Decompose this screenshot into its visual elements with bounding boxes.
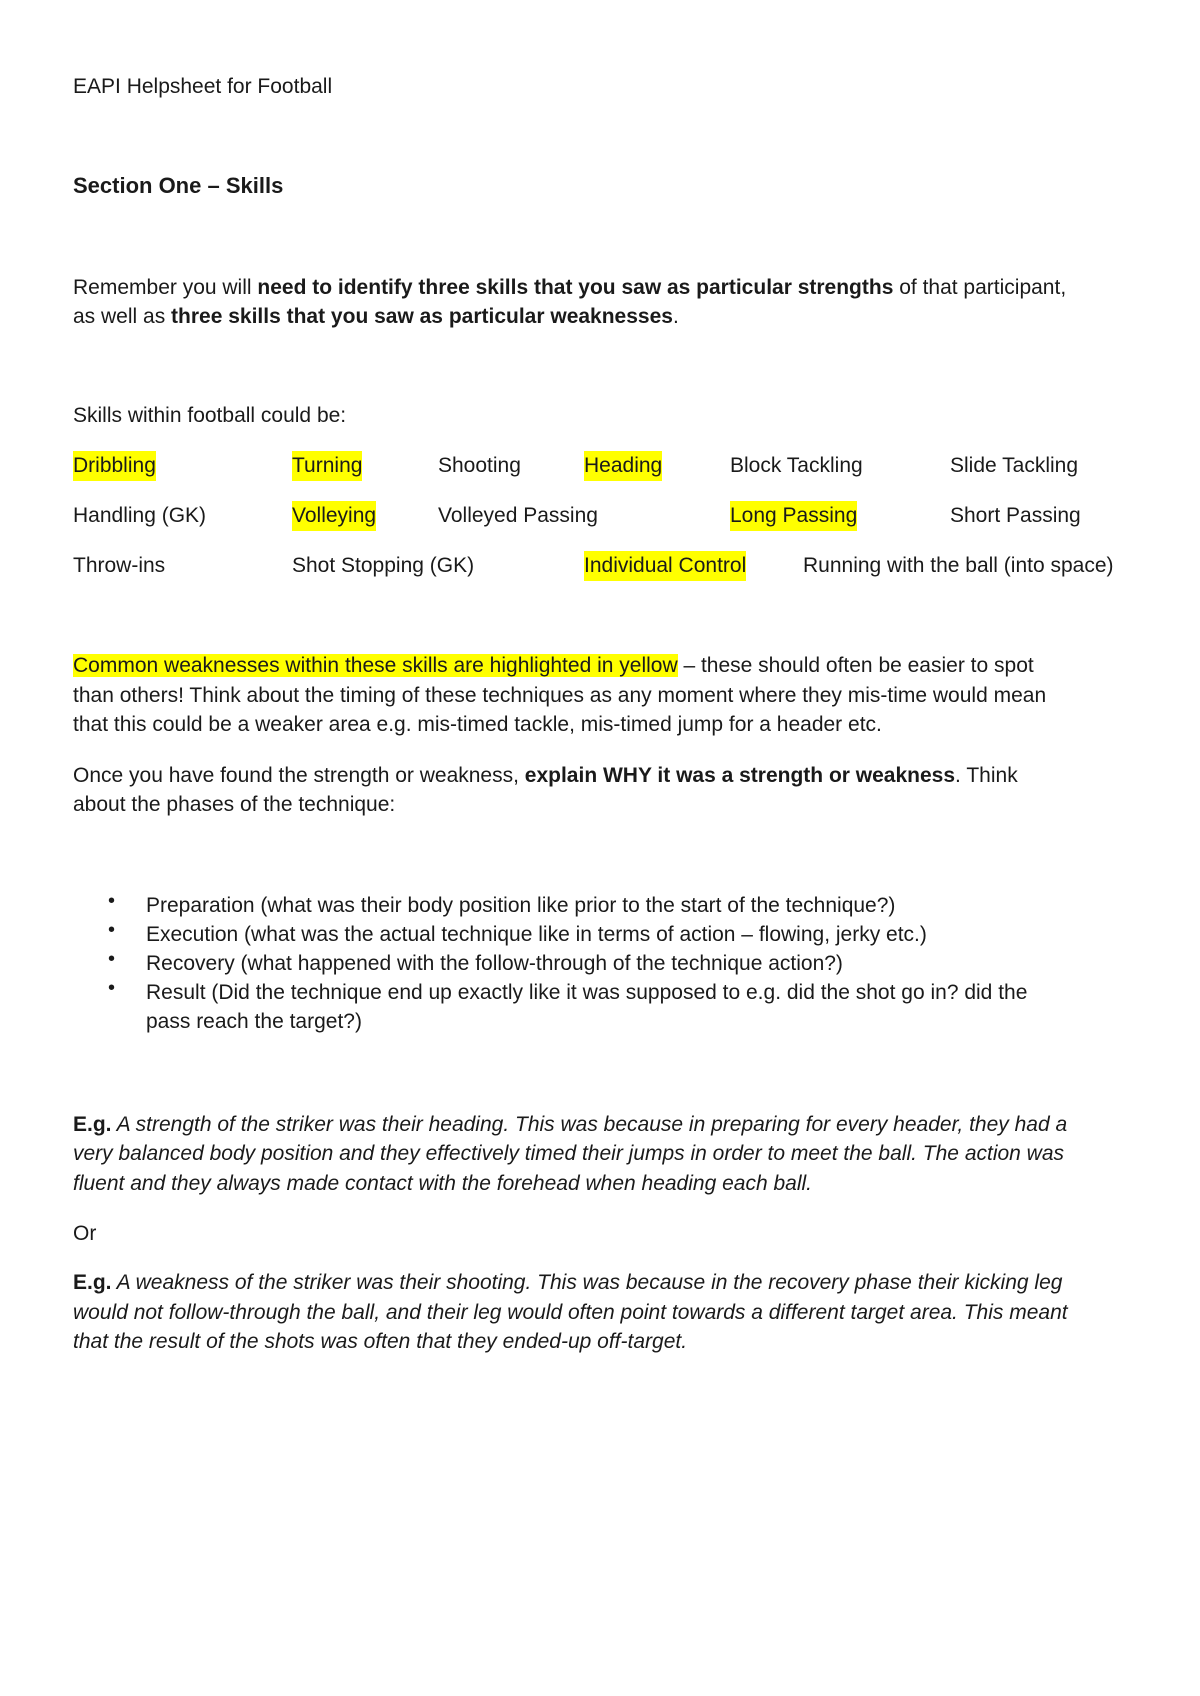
skill-long-passing: Long Passing bbox=[730, 501, 857, 531]
example-strength-line-1: E.g. A strength of the striker was their heading. This was because in preparing for every header, they had a bbox=[73, 1113, 1068, 1136]
section-heading: Section One – Skills bbox=[73, 173, 284, 198]
skill-individual-control: Individual Control bbox=[584, 551, 746, 581]
skill-handling-gk: Handling (GK) bbox=[73, 504, 207, 527]
weakness-line-2: than others! Think about the timing of these techniques as any moment where they mis-time would mean bbox=[73, 684, 1047, 707]
skill-shot-stopping-gk: Shot Stopping (GK) bbox=[292, 554, 475, 577]
weakness-line-1: Common weaknesses within these skills are highlighted in yellow – these should often be easier to spot bbox=[73, 654, 1034, 677]
bullet-icon: • bbox=[108, 948, 116, 970]
skill-dribbling: Dribbling bbox=[73, 451, 156, 481]
list-item-preparation: Preparation (what was their body position like prior to the start of the technique?) bbox=[146, 894, 896, 917]
example-strength-line-2: very balanced body position and they effectively timed their jumps in order to meet the ball. The action was bbox=[73, 1142, 1065, 1165]
skill-slide-tackling: Slide Tackling bbox=[950, 454, 1079, 477]
bullet-icon: • bbox=[108, 890, 116, 912]
intro-line-1: Remember you will need to identify three skills that you saw as particular strengths of that participant, bbox=[73, 276, 1067, 299]
explain-line-1: Once you have found the strength or weakness, explain WHY it was a strength or weakness. Think bbox=[73, 764, 1018, 787]
skill-running-with-ball: Running with the ball (into space) bbox=[803, 554, 1114, 577]
example-weakness-line-2: would not follow-through the ball, and their leg would often point towards a different target area. This meant bbox=[73, 1301, 1068, 1324]
skill-turning: Turning bbox=[292, 451, 362, 481]
skill-throw-ins: Throw-ins bbox=[73, 554, 166, 577]
example-weakness-line-3: that the result of the shots was often that they ended-up off-target. bbox=[73, 1330, 688, 1353]
example-strength-line-3: fluent and they always made contact with the forehead when heading each ball. bbox=[73, 1172, 812, 1195]
list-item-execution: Execution (what was the actual technique like in terms of action – flowing, jerky etc.) bbox=[146, 923, 927, 946]
skill-block-tackling: Block Tackling bbox=[730, 454, 863, 477]
skill-volleyed-passing: Volleyed Passing bbox=[438, 504, 598, 527]
bullet-icon: • bbox=[108, 919, 116, 941]
list-item-result-cont: pass reach the target?) bbox=[146, 1010, 362, 1033]
or-separator: Or bbox=[73, 1222, 97, 1245]
list-item-recovery: Recovery (what happened with the follow-through of the technique action?) bbox=[146, 952, 843, 975]
skill-shooting: Shooting bbox=[438, 454, 521, 477]
explain-line-2: about the phases of the technique: bbox=[73, 793, 396, 816]
intro-line-2: as well as three skills that you saw as particular weaknesses. bbox=[73, 305, 679, 328]
example-weakness-line-1: E.g. A weakness of the striker was their shooting. This was because in the recovery phase their kicking leg bbox=[73, 1271, 1063, 1294]
document-title: EAPI Helpsheet for Football bbox=[73, 75, 333, 98]
skills-label: Skills within football could be: bbox=[73, 404, 347, 427]
list-item-result: Result (Did the technique end up exactly like it was supposed to e.g. did the shot go in? did the bbox=[146, 981, 1028, 1004]
skill-heading: Heading bbox=[584, 451, 662, 481]
skill-short-passing: Short Passing bbox=[950, 504, 1081, 527]
skill-volleying: Volleying bbox=[292, 501, 376, 531]
weakness-line-3: that this could be a weaker area e.g. mis-timed tackle, mis-timed jump for a header etc. bbox=[73, 713, 882, 736]
bullet-icon: • bbox=[108, 977, 116, 999]
